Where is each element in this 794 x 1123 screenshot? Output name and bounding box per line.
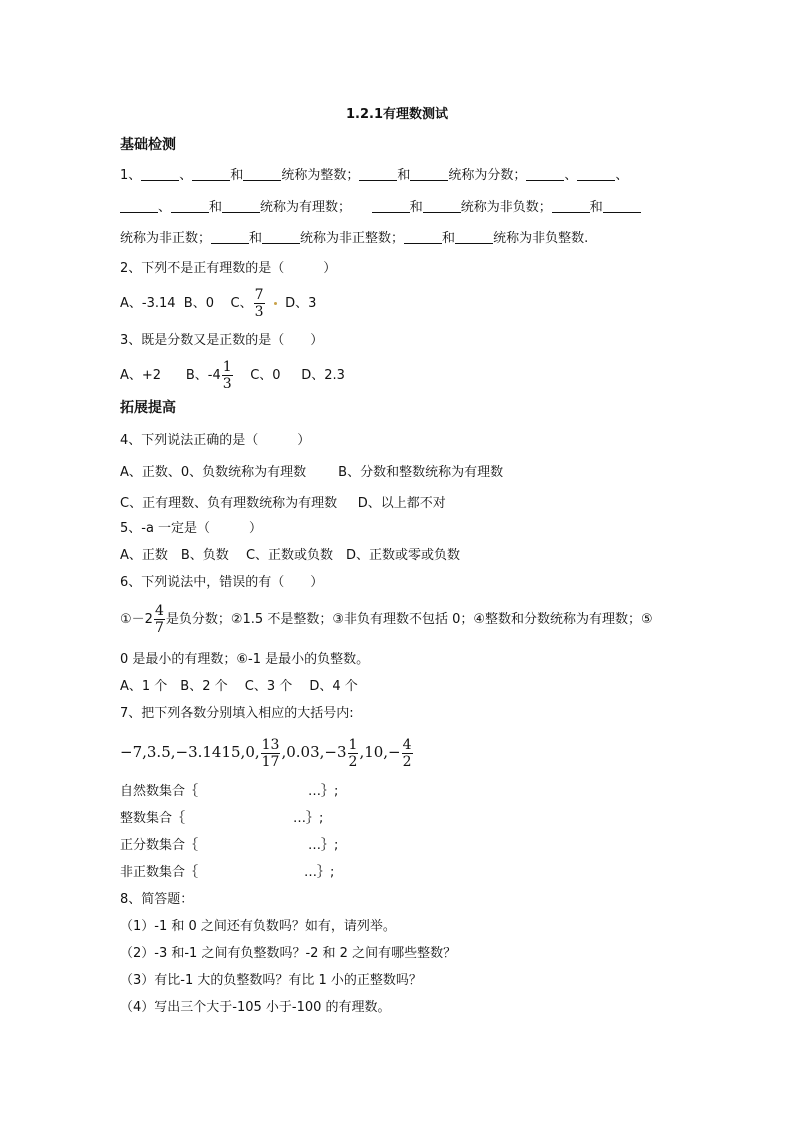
q7-integer-label: 整数集合｛ (120, 811, 186, 826)
q7-numbers-part1: −7,3.5,−3.1415,0, (120, 743, 260, 761)
and: 和 (249, 231, 263, 246)
q6-statements-line1 (120, 602, 653, 638)
q4-option-b[interactable]: B、分数和整数统称为有理数 (338, 465, 504, 480)
q7-nonpositive-set (120, 864, 334, 882)
blank[interactable] (410, 166, 448, 181)
q3-options (120, 358, 345, 394)
fraction-4-7: $\frac{4}{7}$ (154, 603, 164, 636)
q4-option-a[interactable]: A、正数、0、负数统称为有理数 (120, 465, 307, 480)
and: 和 (397, 168, 411, 183)
blank[interactable] (455, 229, 493, 244)
section-extend: 拓展提高 (120, 400, 176, 416)
and: 和 (409, 200, 423, 215)
q1-line3 (120, 229, 588, 248)
q7-numbers-part2: ,0.03,−3 (281, 743, 347, 761)
fraction-4-2: $\frac{4}{2}$ (402, 736, 412, 770)
sep: 、 (564, 168, 578, 183)
blank[interactable] (359, 166, 397, 181)
blank[interactable] (243, 166, 281, 181)
q6-options[interactable]: A、1 个 B、2 个 C、3 个 D、4 个 (120, 679, 358, 694)
q7-natural-label: 自然数集合｛ (120, 784, 199, 799)
sep: 、 (615, 168, 629, 183)
q7-integer-set (120, 810, 323, 828)
q8-part3: （3）有比-1 大的负整数吗？有比 1 小的正整数吗？ (120, 973, 422, 988)
blank[interactable] (526, 166, 564, 181)
blank[interactable] (577, 166, 615, 181)
fraction-1-3: $\frac{1}{3}$ (222, 359, 232, 392)
blank[interactable] (372, 198, 410, 213)
blank[interactable] (222, 198, 260, 213)
dot-mark (274, 302, 277, 305)
fraction-13-17: $\frac{13}{17}$ (261, 736, 280, 770)
q6-stem: 6、下列说法中，错误的有（ ） (120, 575, 324, 590)
set-close: …｝; (308, 784, 339, 799)
q2-option-a[interactable]: A、-3.14 (120, 296, 176, 311)
q4-stem: 4、下列说法正确的是（ ） (120, 433, 311, 448)
and: 和 (230, 168, 244, 183)
q1-line1 (120, 166, 628, 185)
q4-option-c[interactable]: C、正有理数、负有理数统称为有理数 (120, 496, 338, 511)
sep: 、 (179, 168, 193, 183)
q8-part4: （4）写出三个大于-105 小于-100 的有理数。 (120, 1000, 391, 1015)
q7-nonpositive-label: 非正数集合｛ (120, 865, 199, 880)
blank[interactable] (171, 198, 209, 213)
q5-options[interactable]: A、正数 B、负数 C、正数或负数 D、正数或零或负数 (120, 548, 461, 563)
q2-stem: 2、下列不是正有理数的是（ ） (120, 261, 337, 276)
q5-stem: 5、-a 一定是（ ） (120, 521, 263, 536)
q2-option-b[interactable]: B、0 (183, 296, 214, 311)
q7-positive-fraction-label: 正分数集合｛ (120, 838, 199, 853)
q2-options (120, 286, 316, 322)
q7-natural-set (120, 783, 338, 801)
q1-frac-text: 统称为分数； (448, 168, 527, 183)
q4-option-d[interactable]: D、以上都不对 (357, 496, 446, 511)
set-close: …｝; (304, 865, 335, 880)
blank[interactable] (603, 198, 641, 213)
sep: 、 (158, 200, 172, 215)
q1-rat-text: 统称为有理数； (260, 200, 352, 215)
q1-nonpos-text: 统称为非正数； (120, 231, 212, 246)
page-title: 1.2.1有理数测试 (345, 107, 448, 122)
q3-option-d[interactable]: D、2.3 (301, 368, 345, 383)
q3-option-c[interactable]: C、0 (250, 368, 281, 383)
blank[interactable] (192, 166, 230, 181)
blank[interactable] (120, 198, 158, 213)
q8-part1: （1）-1 和 0 之间还有负数吗？如有，请列举。 (120, 919, 396, 934)
and: 和 (442, 231, 456, 246)
set-close: …｝; (308, 838, 339, 853)
section-basic: 基础检测 (120, 137, 176, 153)
q7-numbers-part3: ,10,− (359, 743, 401, 761)
q1-int-text: 统称为整数； (281, 168, 360, 183)
blank[interactable] (211, 229, 249, 244)
q7-number-list (120, 732, 414, 772)
blank[interactable] (404, 229, 442, 244)
fraction-1-2: $\frac{1}{2}$ (348, 736, 358, 770)
q4-options-row1 (120, 464, 503, 482)
and: 和 (209, 200, 223, 215)
blank[interactable] (141, 166, 179, 181)
q4-options-row2 (120, 495, 446, 513)
q3-stem: 3、既是分数又是正数的是（ ） (120, 333, 324, 348)
blank[interactable] (262, 229, 300, 244)
q8-part2: （2）-3 和-1 之间有负整数吗？-2 和 2 之间有哪些整数？ (120, 946, 457, 961)
blank[interactable] (552, 198, 590, 213)
q1-nonneg-int-text: 统称为非负整数. (493, 231, 589, 246)
q8-stem: 8、简答题： (120, 892, 194, 907)
fraction-7-3: $\frac{7}{3}$ (254, 287, 264, 320)
and: 和 (589, 200, 603, 215)
q3-option-b[interactable]: B、-4 (185, 368, 221, 383)
q7-positive-fraction-set (120, 837, 338, 855)
q6-statements-line2: 0 是最小的有理数；⑥-1 是最小的负整数。 (120, 652, 370, 667)
q7-stem: 7、把下列各数分别填入相应的大括号内: (120, 706, 354, 721)
q2-option-c[interactable]: C、 (230, 296, 253, 311)
q6-s1-rest: 是负分数；②1.5 不是整数；③非负有理数不包括 0；④整数和分数统称为有理数；⑤ (165, 612, 653, 627)
q1-line2 (120, 198, 641, 217)
q6-s1-prefix: ①－2 (120, 612, 153, 627)
q3-option-a[interactable]: A、+2 (120, 368, 162, 383)
q2-option-d[interactable]: D、3 (285, 296, 317, 311)
blank[interactable] (423, 198, 461, 213)
set-close: …｝; (293, 811, 324, 826)
q1-nonpos-int-text: 统称为非正整数； (300, 231, 405, 246)
q1-nonneg-text: 统称为非负数； (460, 200, 552, 215)
q1-number: 1、 (120, 168, 142, 183)
